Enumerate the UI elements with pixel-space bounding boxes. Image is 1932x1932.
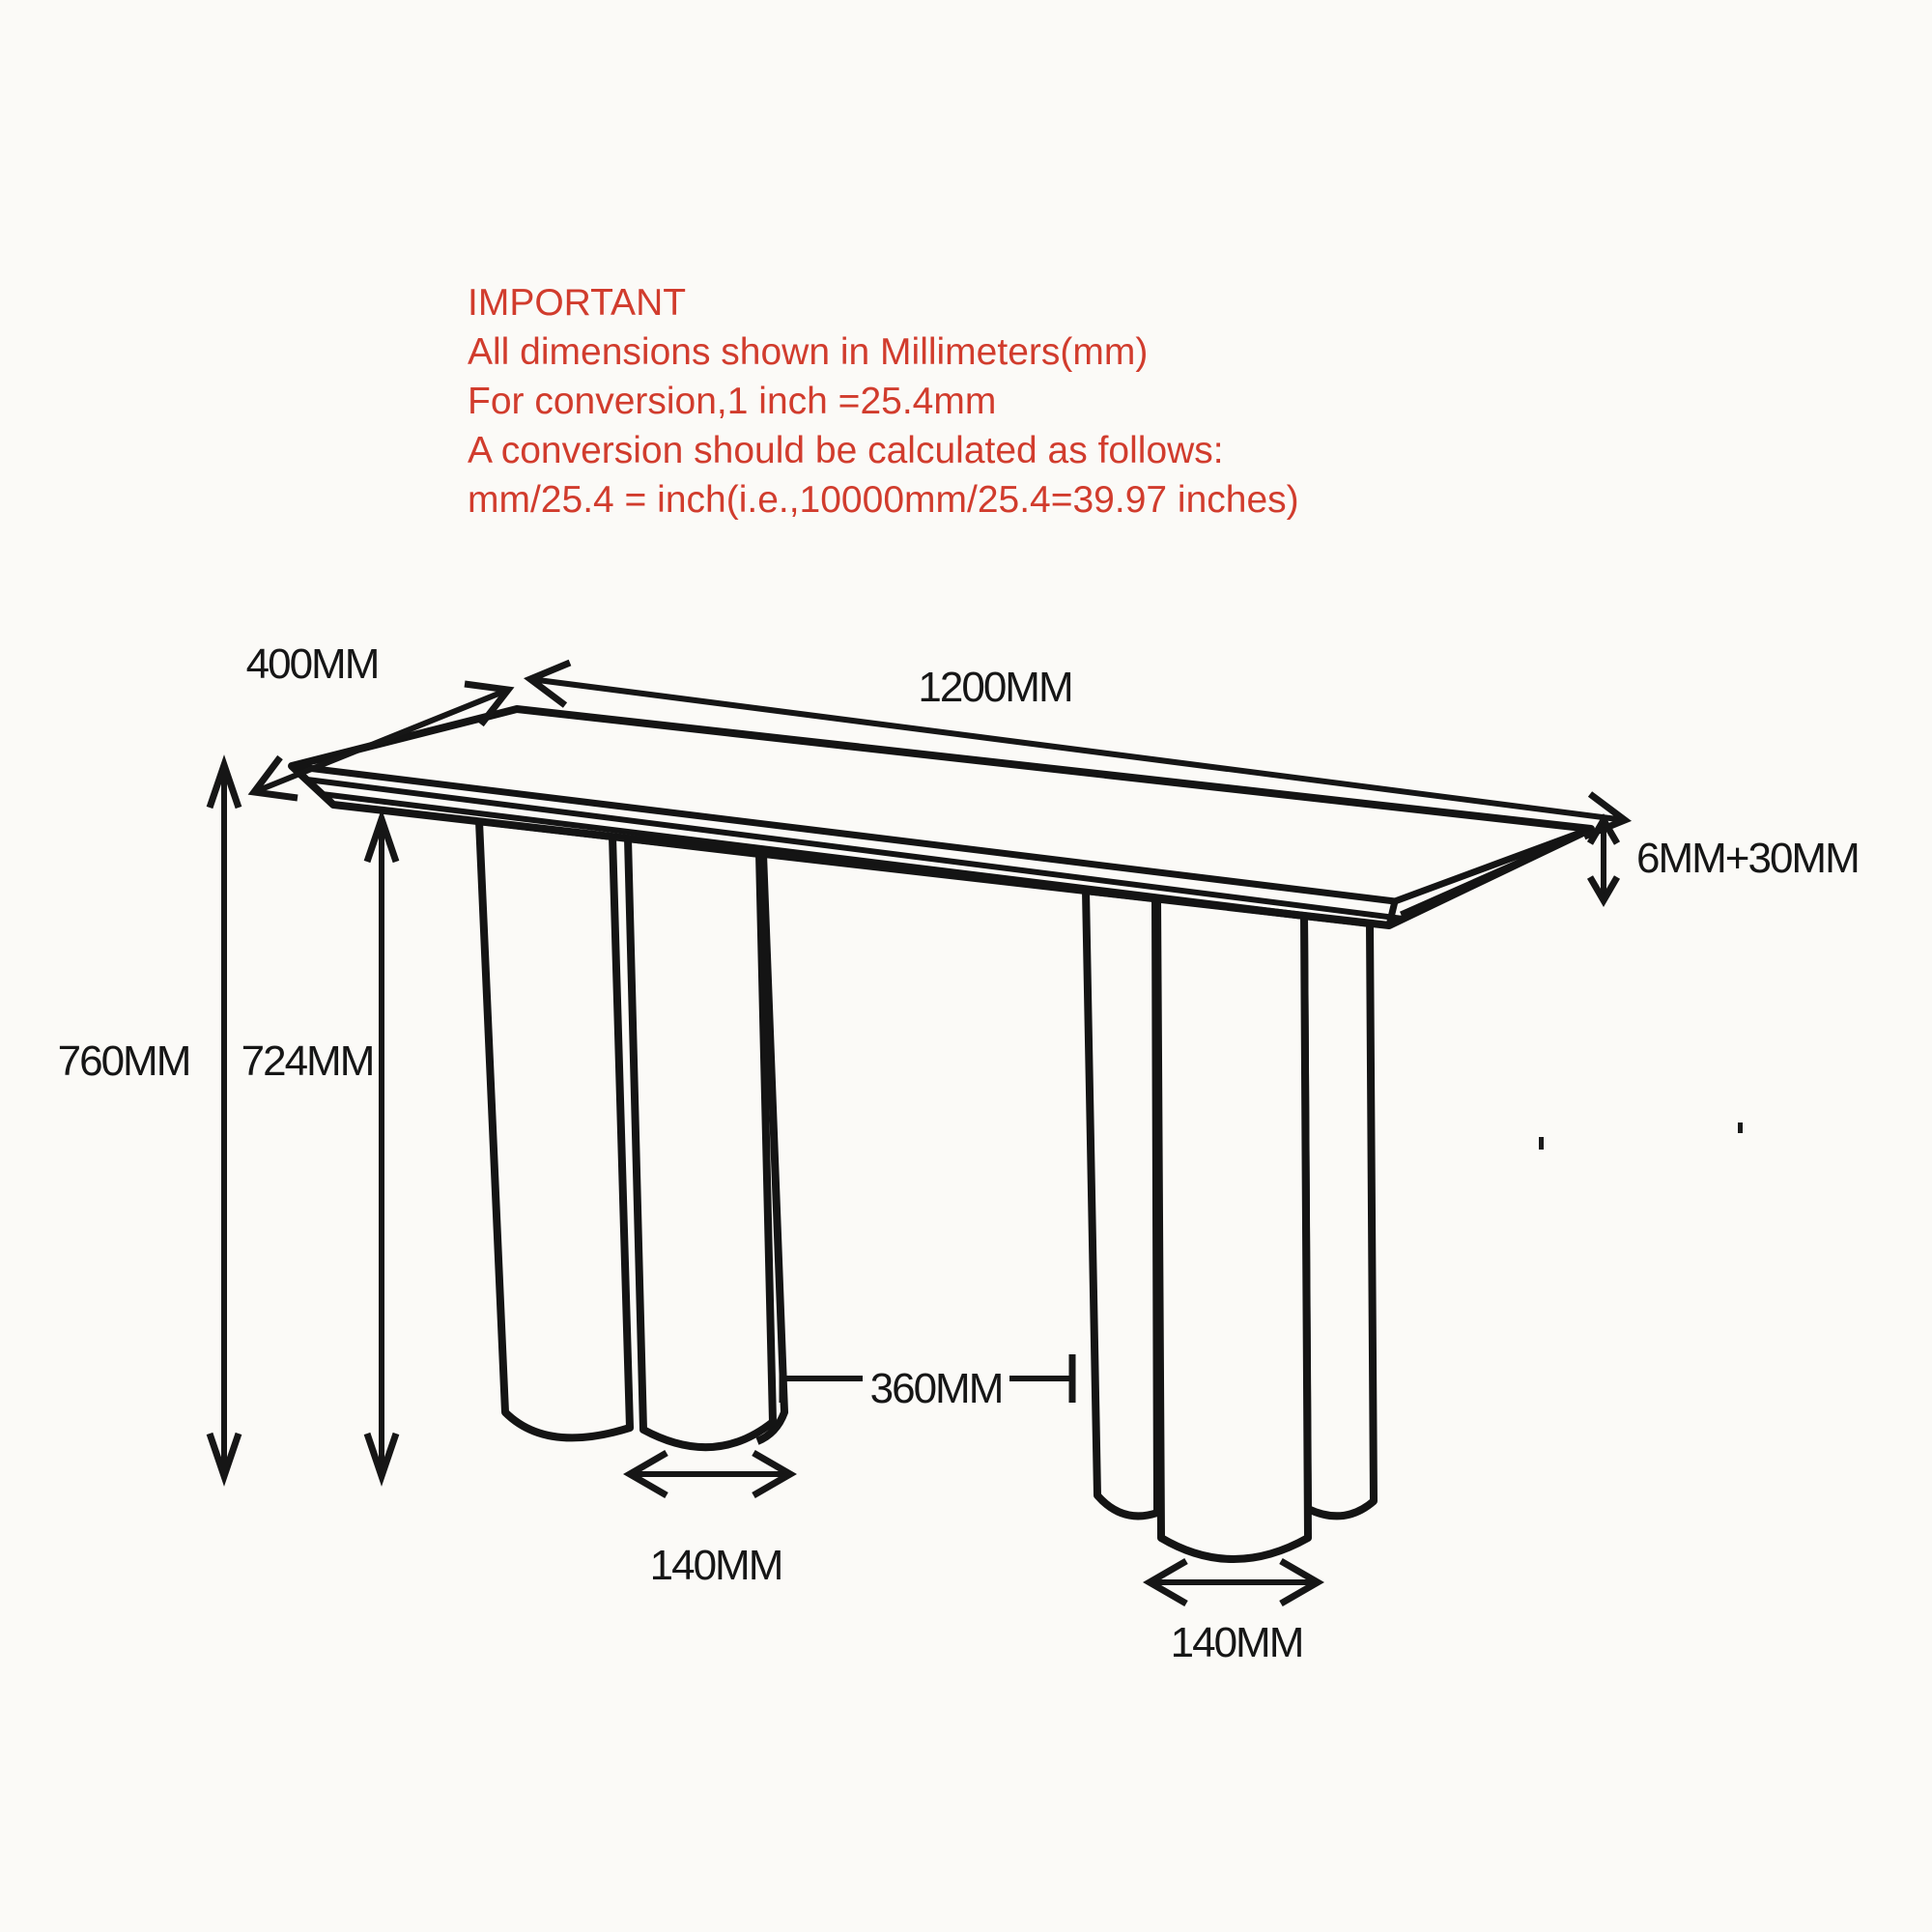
notice-title: IMPORTANT [468,282,687,324]
print-speck [1738,1122,1743,1133]
left-leg-width-dimension-label: 140MM [649,1542,782,1589]
notice-line: mm/25.4 = inch(i.e.,10000mm/25.4=39.97 inches) [468,479,1299,521]
left-leg-front-column [628,838,773,1447]
notice-line: A conversion should be calculated as follows: [468,430,1224,471]
right-leg-front-column [1157,898,1308,1559]
overall-height-dimension-label: 760MM [57,1037,190,1085]
left-leg-back-column [479,821,630,1437]
leg-spacing-dimension-label: 360MM [869,1365,1003,1412]
right-leg-back-right-column [1304,916,1374,1516]
depth-dimension-label: 400MM [245,640,379,688]
leg-height-dimension-label: 724MM [241,1037,374,1085]
right-leg-width-dimension-label: 140MM [1170,1619,1303,1666]
width-dimension-label: 1200MM [918,664,1072,711]
thickness-dimension-label: 6MM+30MM [1636,835,1859,882]
notice-line: For conversion,1 inch =25.4mm [468,381,997,422]
notice-line: All dimensions shown in Millimeters(mm) [468,331,1149,373]
right-leg-back-left-column [1086,891,1157,1516]
print-speck [1539,1137,1544,1150]
